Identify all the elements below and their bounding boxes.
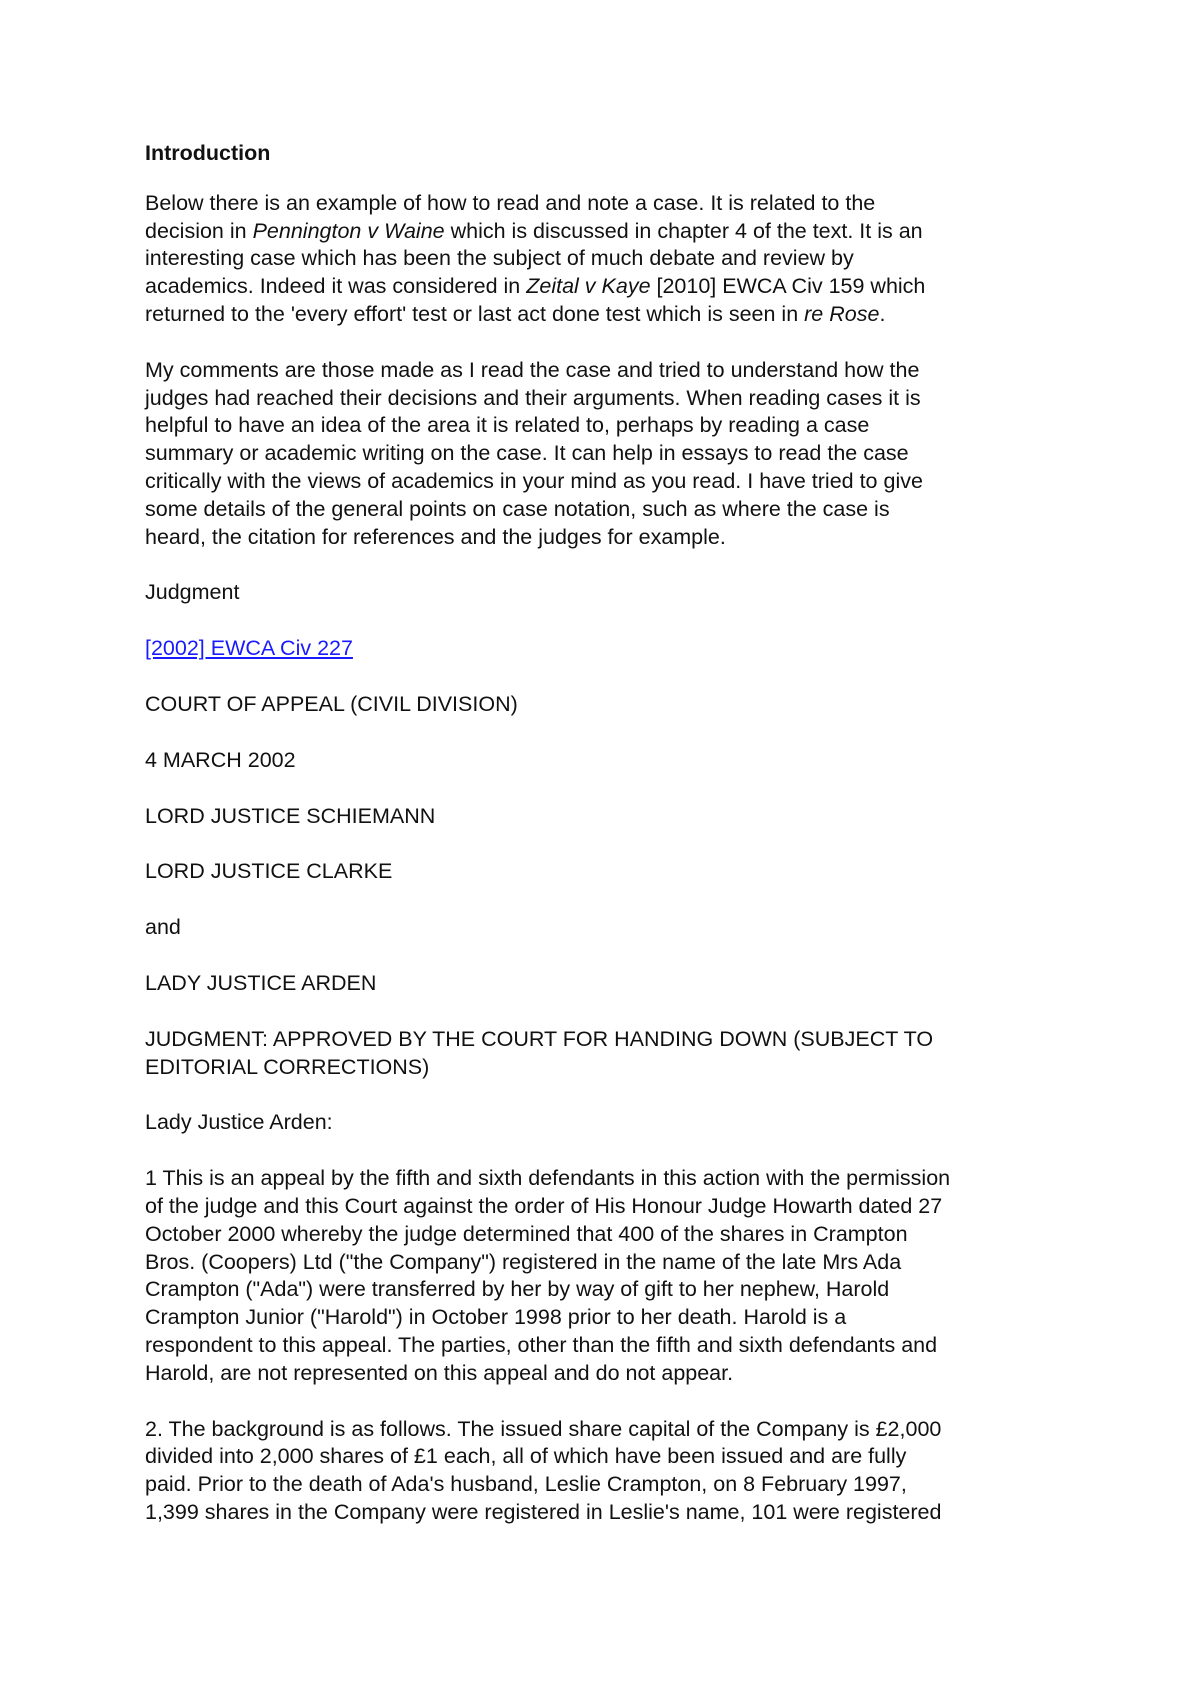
section-heading: Introduction — [145, 141, 271, 165]
comments-line: My comments are those made as I read the case and tried to understand how the — [145, 357, 920, 382]
citation-row — [145, 635, 1065, 663]
intro-line-5: returned to the 'every effort' test or last act done test which is seen in re Rose. — [145, 301, 886, 326]
intro-line-4: academics. Indeed it was considered in Zeital v Kaye [2010] EWCA Civ 159 which — [145, 274, 926, 299]
paragraph-2-line: 1,399 shares in the Company were registered in Leslie's name, 101 were registered — [145, 1499, 942, 1524]
speaker-label: Lady Justice Arden: — [145, 1110, 333, 1135]
document-page — [145, 140, 1065, 1555]
judgment-note-line: EDITORIAL CORRECTIONS) — [145, 1054, 430, 1079]
conjunction-and: and — [145, 915, 181, 940]
intro-line-3: interesting case which has been the subject of much debate and review by — [145, 246, 854, 271]
paragraph-2-line: divided into 2,000 shares of £1 each, all of which have been issued and are fully — [145, 1444, 907, 1469]
case-name-re-rose: re Rose — [804, 301, 880, 326]
paragraph-1-line: Bros. (Coopers) Ltd ("the Company") registered in the name of the late Mrs Ada — [145, 1249, 902, 1274]
paragraph-1-line: Crampton Junior ("Harold") in October 1998 prior to her death. Harold is a — [145, 1305, 847, 1330]
judge-arden: LADY JUSTICE ARDEN — [145, 970, 377, 995]
paragraph-1-line: Crampton ("Ada") were transferred by her by way of gift to her nephew, Harold — [145, 1277, 890, 1302]
intro-line-2: decision in Pennington v Waine which is discussed in chapter 4 of the text. It is an — [145, 218, 923, 243]
paragraph-1-line: of the judge and this Court against the order of His Honour Judge Howarth dated 27 — [145, 1193, 943, 1218]
case-name-zeital: Zeital v Kaye — [526, 274, 651, 299]
judgment-date: 4 MARCH 2002 — [145, 747, 296, 772]
comments-line: helpful to have an idea of the area it is related to, perhaps by reading a case — [145, 413, 870, 438]
citation-link[interactable]: [2002] EWCA Civ 227 — [145, 636, 353, 661]
paragraph-1-line: October 2000 whereby the judge determined that 400 of the shares in Crampton — [145, 1221, 908, 1246]
comments-line: some details of the general points on case notation, such as where the case is — [145, 496, 890, 521]
judgment-label: Judgment — [145, 580, 240, 605]
comments-line: summary or academic writing on the case. It can help in essays to read the case — [145, 441, 909, 466]
intro-paragraph — [145, 190, 1065, 329]
comments-line: heard, the citation for references and the judges for example. — [145, 524, 726, 549]
comments-line: judges had reached their decisions and their arguments. When reading cases it is — [145, 385, 921, 410]
judgment-note-line: JUDGMENT: APPROVED BY THE COURT FOR HANDING DOWN (SUBJECT TO — [145, 1026, 934, 1051]
intro-line-1: Below there is an example of how to read and note a case. It is related to the — [145, 190, 876, 215]
paragraph-1 — [145, 1165, 1065, 1387]
paragraph-1-line: respondent to this appeal. The parties, other than the fifth and sixth defendants and — [145, 1332, 938, 1357]
court-name: COURT OF APPEAL (CIVIL DIVISION) — [145, 691, 518, 716]
paragraph-2-line: paid. Prior to the death of Ada's husband, Leslie Crampton, on 8 February 1997, — [145, 1472, 907, 1497]
judge-clarke: LORD JUSTICE CLARKE — [145, 859, 393, 884]
paragraph-1-line: 1 This is an appeal by the fifth and sixth defendants in this action with the permission — [145, 1166, 951, 1191]
paragraph-2-line: 2. The background is as follows. The issued share capital of the Company is £2,000 — [145, 1416, 942, 1441]
paragraph-1-line: Harold, are not represented on this appeal and do not appear. — [145, 1360, 734, 1385]
case-name-pennington: Pennington v Waine — [252, 218, 445, 243]
comments-line: critically with the views of academics in your mind as you read. I have tried to give — [145, 468, 923, 493]
judge-schiemann: LORD JUSTICE SCHIEMANN — [145, 803, 436, 828]
paragraph-2 — [145, 1416, 1065, 1527]
judgment-note — [145, 1026, 1065, 1082]
comments-paragraph — [145, 357, 1065, 552]
